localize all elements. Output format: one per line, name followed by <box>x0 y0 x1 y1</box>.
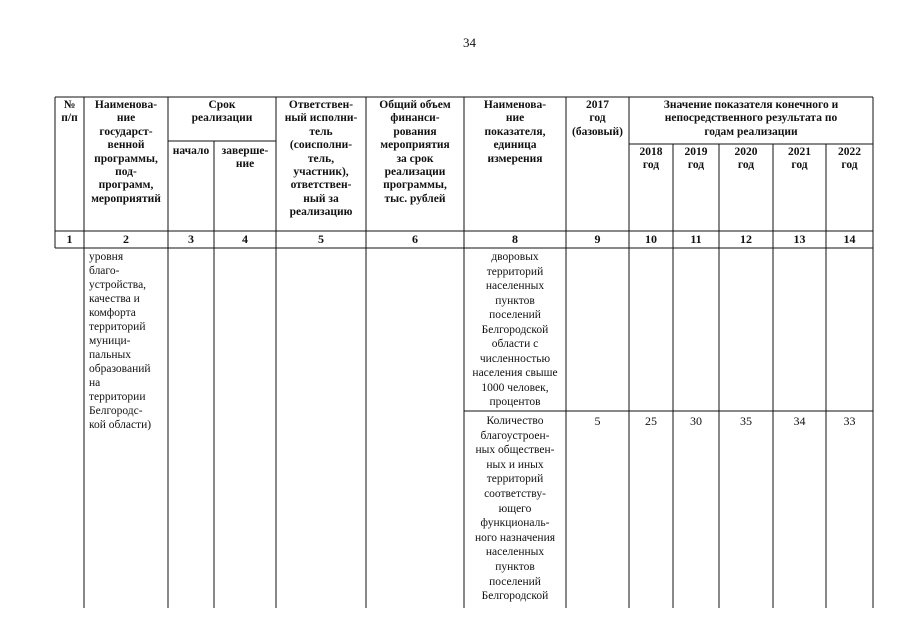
col-number-9: 9 <box>594 232 601 246</box>
header-year-2021: 2021 год <box>788 146 811 172</box>
header-year-2018: 2018 год <box>639 146 663 172</box>
col-number-1: 1 <box>66 232 73 246</box>
header-year-2022: 2022 год <box>838 146 861 172</box>
row2-value-2018: 25 <box>645 414 657 428</box>
col-number-5: 5 <box>318 232 324 246</box>
col-number-12: 12 <box>740 232 752 246</box>
row2-base-2017: 5 <box>594 414 601 428</box>
col-number-13: 13 <box>793 232 806 246</box>
header-term-start: начало <box>172 145 210 157</box>
program-name-text: уровня благо- устройства, качества и комфорта территорий муници- пальных образований на территории Белгородс- кой области) <box>89 251 152 431</box>
col-number-14: 14 <box>843 232 856 246</box>
indicator-2-text: Количество благоустроен- ных обществен- ных и иных территорий соответству- ющего функциональ- ного назначения населенных пунктов поселений Белгородской <box>474 415 556 603</box>
header-year-2020: 2020 год <box>734 146 758 172</box>
row2-value-2021: 34 <box>793 414 806 428</box>
header-program-name: Наименова- ние государст- венной программы, под- программ, мероприятий <box>91 99 161 205</box>
col-number-10: 10 <box>645 232 657 246</box>
row2-value-2020: 35 <box>740 414 752 428</box>
header-funding: Общий объем финанси- рования мероприятия за срок реализации программы, тыс. рублей <box>379 99 451 205</box>
col-number-3: 3 <box>188 232 194 246</box>
col-number-11: 11 <box>690 232 702 246</box>
header-base-year: 2017 год (базовый) <box>572 99 623 138</box>
row2-value-2022: 33 <box>843 414 856 428</box>
col-number-8: 8 <box>512 232 518 246</box>
header-term: Срок реализации <box>191 99 253 125</box>
row2-value-2019: 30 <box>690 414 702 428</box>
col-number-2: 2 <box>123 232 129 246</box>
col-number-4: 4 <box>242 232 248 246</box>
col-number-6: 6 <box>412 232 418 246</box>
header-year-2019: 2019 год <box>684 146 708 172</box>
header-values-title: Значение показателя конечного и непосредственного результата по годам реализации <box>663 99 839 138</box>
header-term-end: заверше- ние <box>221 145 269 171</box>
header-num: № п/п <box>61 99 78 125</box>
header-responsible: Ответствен- ный исполни- тель (соисполни- тель, участник), ответствен- ный за реализацию <box>284 99 358 219</box>
page-number: 34 <box>463 35 476 50</box>
header-indicator: Наименова- ние показателя, единица измерения <box>483 99 547 165</box>
indicator-1-text: дворовых территорий населенных пунктов поселений Белгородской области с численностью населения свыше 1000 человек, процентов <box>472 251 558 408</box>
